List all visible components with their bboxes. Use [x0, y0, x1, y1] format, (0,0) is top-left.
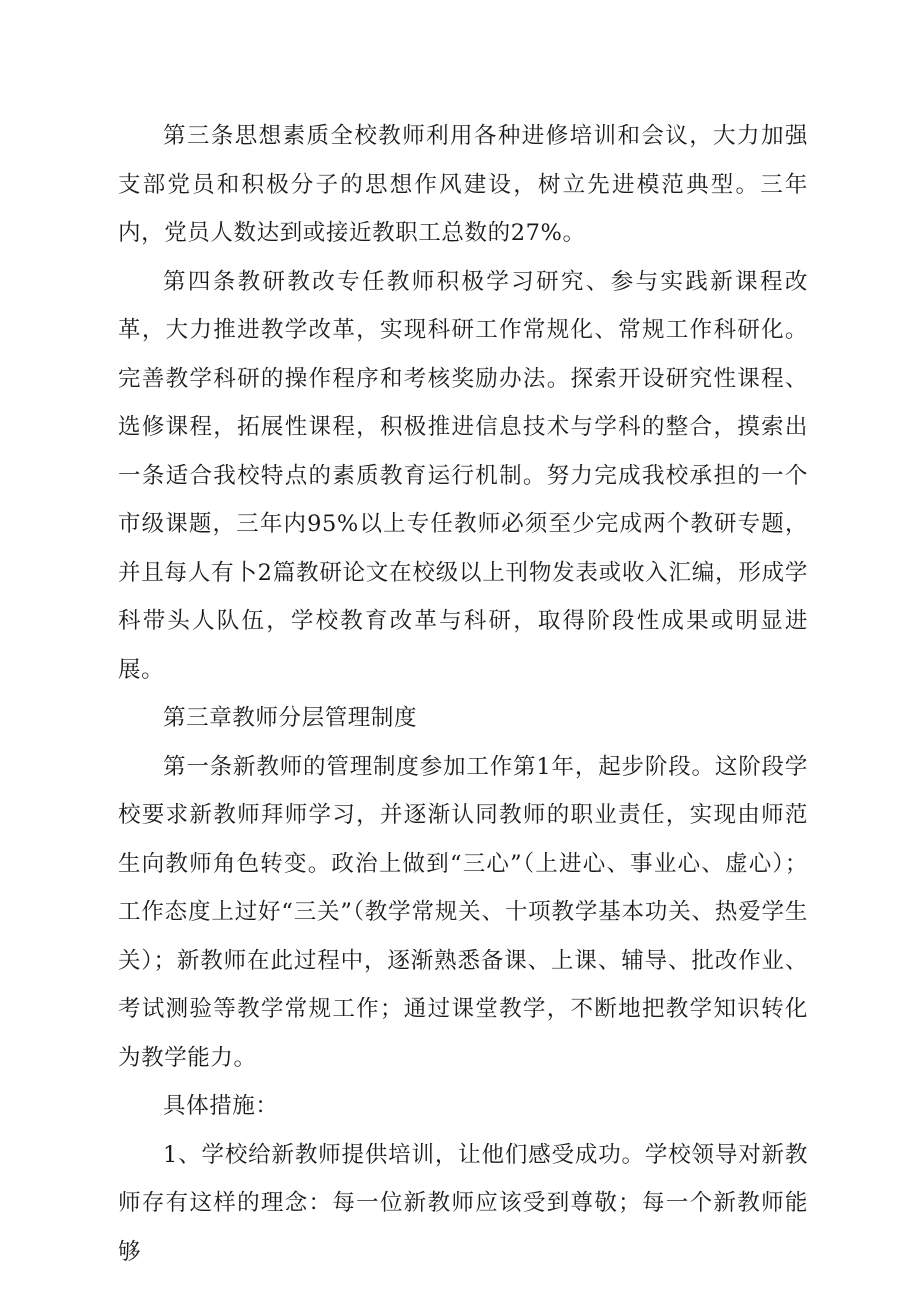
article-3-ideology-paragraph: 第三条思想素质全校教师利用各种进修培训和会议，大力加强支部党员和积极分子的思想作风建设，树立先进模范典型。三年内，党员人数达到或接近教职工总数的27%。: [118, 123, 808, 246]
article-1-new-teacher-paragraph: 第一条新教师的管理制度参加工作第1年，起步阶段。这阶段学校要求新教师拜师学习，并逐渐认同教师的职业责任，实现由师范生向教师角色转变。政治上做到“三心”（上进心、事业心、虚心）；工作态度上过好“三关”（教学常规关、十项教学基本功关、热爱学生关）；新教师在此过程中，逐渐熟悉备课、上课、辅导、批改作业、考试测验等教学常规工作；通过课堂教学，不断地把教学知识转化为教学能力。: [118, 753, 808, 1071]
document-body: [118, 112, 808, 1276]
measure-1-paragraph: 1、学校给新教师提供培训，让他们感受成功。学校领导对新教师存有这样的理念：每一位新教师应该受到尊敬；每一个新教师能够: [118, 1141, 808, 1265]
measures-heading: 具体措施：: [163, 1093, 279, 1119]
article-4-research-paragraph: 第四条教研教改专任教师积极学习研究、参与实践新课程改革，大力推进教学改革，实现科研工作常规化、常规工作科研化。完善教学科研的操作程序和考核奖励办法。探索开设研究性课程、选修课程，拓展性课程，积极推进信息技术与学科的整合，摸索出一条适合我校特点的素质教育运行机制。努力完成我校承担的一个市级课题，三年内95%以上专任教师必须至少完成两个教研专题，并且每人有卜2篇教研论文在校级以上刊物发表或收入汇编，形成学科带头人队伍，学校教育改革与科研，取得阶段性成果或明显进展。: [118, 268, 808, 683]
chapter-3-heading: 第三章教师分层管理制度: [163, 705, 418, 731]
